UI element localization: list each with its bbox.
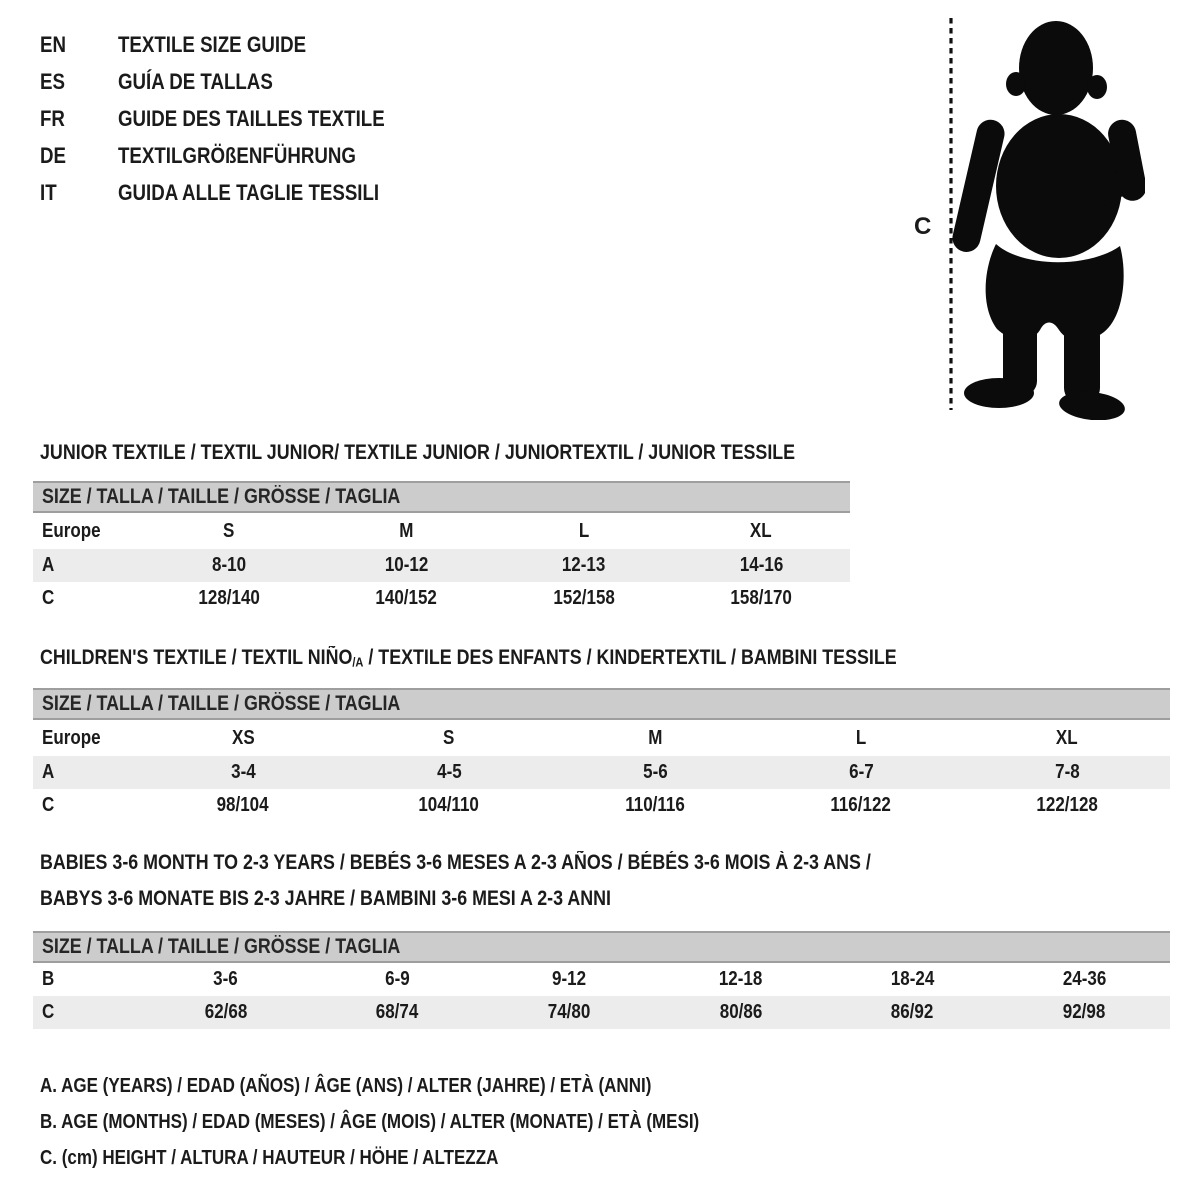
language-title: GUIDA ALLE TAGLIE TESSILI [118, 179, 380, 205]
row-label: C [42, 794, 55, 816]
language-title: TEXTILE SIZE GUIDE [118, 31, 307, 57]
size-header-bar: SIZE / TALLA / TAILLE / GRÖSSE / TAGLIA [33, 481, 850, 513]
junior-section-title: JUNIOR TEXTILE / TEXTIL JUNIOR/ TEXTILE JUNIOR / JUNIORTEXTIL / JUNIOR TESSILE [40, 441, 796, 464]
language-row-en [40, 26, 432, 63]
age-cell: 12-13 [562, 554, 606, 576]
height-cell: 62/68 [204, 1001, 248, 1023]
size-cell: XS [231, 726, 255, 749]
height-cell: 92/98 [1062, 1001, 1106, 1023]
height-cm-row [33, 789, 1170, 822]
size-cell: S [223, 519, 235, 542]
height-cell: 110/116 [625, 794, 685, 816]
region-label: Europe [42, 519, 101, 542]
language-title: GUÍA DE TALLAS [118, 68, 273, 94]
language-code: DE [40, 142, 66, 168]
height-cell: 86/92 [891, 1001, 934, 1023]
babies-section-title-line1: BABIES 3-6 MONTH TO 2-3 YEARS / BEBÉS 3-6 MESES A 2-3 AÑOS / BÉBÉS 3-6 MOIS À 2-3 ANS / [40, 851, 871, 874]
language-row-fr [40, 100, 432, 137]
region-size-row [33, 513, 850, 549]
size-cell: M [647, 726, 663, 749]
language-row-it [40, 174, 432, 211]
row-label: B [42, 968, 55, 990]
age-cell: 14-16 [739, 554, 783, 576]
row-label: A [42, 554, 55, 576]
height-measure-label: C [914, 213, 932, 240]
height-cm-row [33, 582, 850, 615]
age-cell: 9-12 [552, 968, 587, 990]
language-row-de [40, 137, 432, 174]
age-cell: 7-8 [1054, 761, 1080, 783]
language-title: TEXTILGRÖßENFÜHRUNG [118, 142, 356, 168]
language-title-list [40, 26, 432, 211]
age-cell: 5-6 [642, 761, 668, 783]
height-cell: 98/104 [216, 794, 269, 816]
age-cell: 12-18 [719, 968, 763, 990]
age-cell: 18-24 [890, 968, 935, 990]
height-cell: 104/110 [418, 794, 480, 816]
nino-a-subscript: /A [352, 654, 364, 670]
size-cell: M [399, 519, 414, 542]
height-cell: 74/80 [547, 1001, 591, 1023]
height-cell: 140/152 [375, 587, 437, 609]
measurement-legend [40, 1068, 816, 1176]
age-months-row [33, 963, 1170, 996]
age-cell: 6-7 [848, 761, 874, 783]
junior-size-table [33, 481, 850, 615]
row-label: C [42, 1001, 55, 1023]
language-code: ES [40, 68, 65, 94]
age-cell: 3-6 [213, 968, 239, 990]
age-years-row [33, 756, 1170, 789]
age-cell: 24-36 [1062, 968, 1106, 990]
size-cell: S [443, 726, 455, 749]
height-cell: 122/128 [1036, 794, 1098, 816]
children-section-title: CHILDREN'S TEXTILE / TEXTIL NIÑO/A / TEXTILE DES ENFANTS / KINDERTEXTIL / BAMBINI TESSILE [40, 646, 897, 670]
legend-age-years: A. AGE (YEARS) / EDAD (AÑOS) / ÂGE (ANS) / ALTER (JAHRE) / ETÀ (ANNI) [40, 1074, 652, 1097]
age-cell: 3-4 [230, 761, 256, 783]
size-header-bar: SIZE / TALLA / TAILLE / GRÖSSE / TAGLIA [33, 931, 1170, 963]
language-code: IT [40, 179, 57, 205]
size-cell: XL [1056, 726, 1078, 749]
babies-section-title-line2: BABYS 3-6 MONATE BIS 2-3 JAHRE / BAMBINI 3-6 MESI A 2-3 ANNI [40, 887, 611, 910]
babies-size-table [33, 931, 1170, 1029]
region-label: Europe [42, 726, 101, 749]
language-code: EN [40, 31, 66, 57]
age-cell: 6-9 [385, 968, 410, 990]
toddler-silhouette [950, 21, 1145, 420]
size-header-bar: SIZE / TALLA / TAILLE / GRÖSSE / TAGLIA [33, 688, 1170, 720]
age-cell: 4-5 [436, 761, 462, 783]
language-code: FR [40, 105, 65, 131]
height-cm-row [33, 996, 1170, 1029]
size-cell: L [578, 519, 589, 542]
children-size-table [33, 688, 1170, 822]
legend-age-months: B. AGE (MONTHS) / EDAD (MESES) / ÂGE (MOIS) / ALTER (MONATE) / ETÀ (MESI) [40, 1110, 700, 1133]
height-cell: 116/122 [830, 794, 892, 816]
height-cell: 80/86 [719, 1001, 763, 1023]
height-cell: 128/140 [198, 587, 260, 609]
row-label: A [42, 761, 55, 783]
language-row-es [40, 63, 432, 100]
language-title: GUIDE DES TAILLES TEXTILE [118, 105, 385, 131]
height-cell: 68/74 [376, 1001, 419, 1023]
size-cell: XL [750, 519, 773, 542]
age-cell: 8-10 [211, 554, 246, 576]
height-cell: 152/158 [553, 587, 615, 609]
height-cell: 158/170 [730, 587, 792, 609]
legend-height-cm: C. (cm) HEIGHT / ALTURA / HAUTEUR / HÖHE / ALTEZZA [40, 1146, 499, 1169]
age-years-row [33, 549, 850, 582]
row-label: C [42, 587, 55, 609]
age-cell: 10-12 [384, 554, 428, 576]
region-size-row [33, 720, 1170, 756]
size-cell: L [855, 726, 867, 749]
